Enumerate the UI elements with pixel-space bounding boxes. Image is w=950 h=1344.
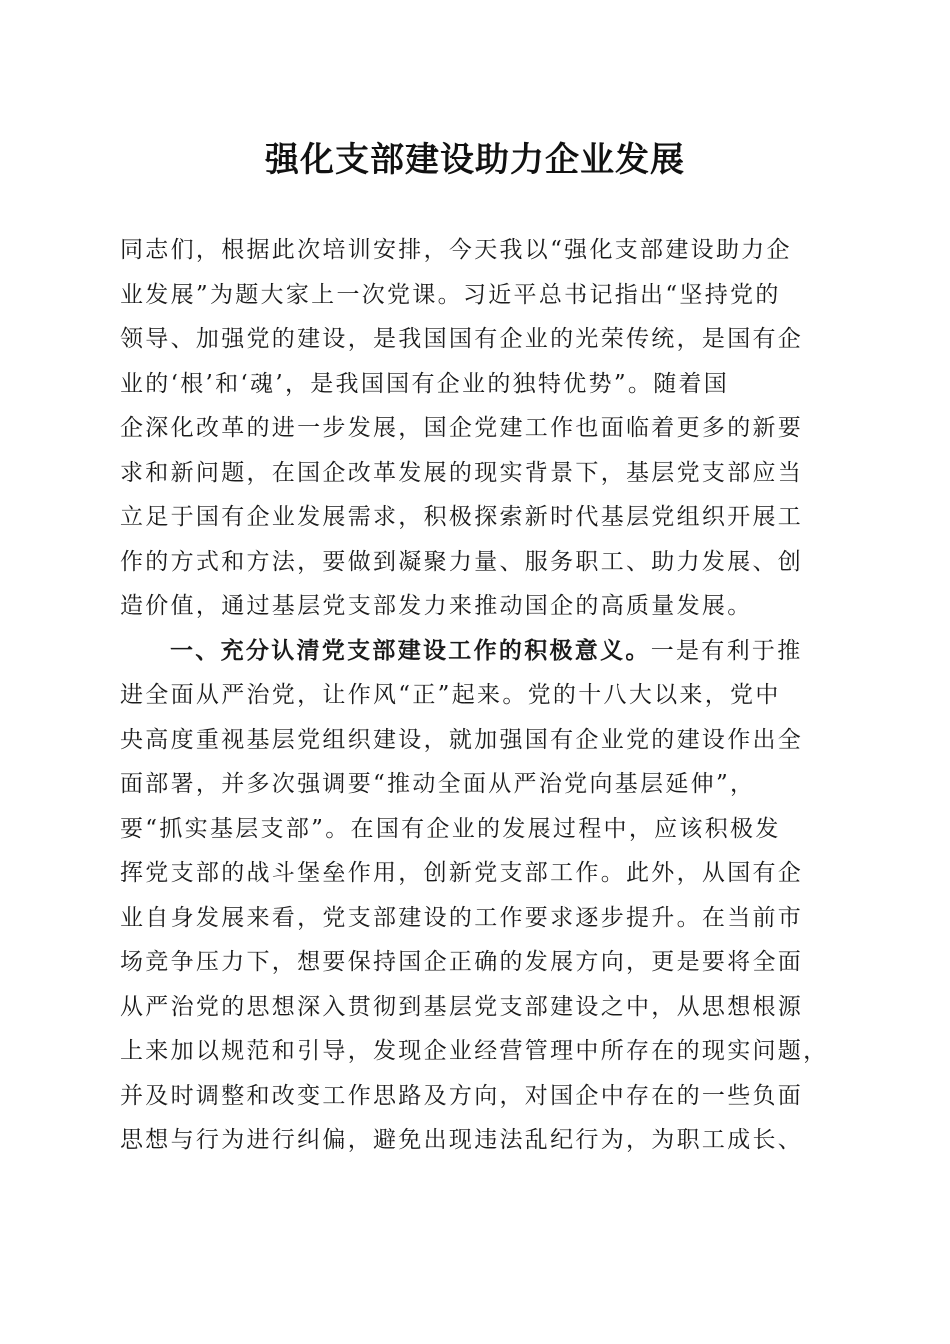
paragraph-line: 并及时调整和改变工作思路及方向，对国企中存在的一些负面 <box>120 1082 804 1109</box>
paragraph-line: 企深化改革的进一步发展，国企党建工作也面临着更多的新要 <box>120 415 804 441</box>
paragraph-line: 场竞争压力下，想要保持国企正确的发展方向，更是要将全面 <box>120 949 804 975</box>
document-title: 强化支部建设助力企业发展 <box>265 140 685 180</box>
paragraph-line: 从严治党的思想深入贯彻到基层党支部建设之中，从思想根源 <box>120 993 804 1020</box>
paragraph-line: 面部署，并多次强调要“推动全面从严治党向基层延伸”， <box>120 771 756 797</box>
paragraph-line: 求和新问题，在国企改革发展的现实背景下，基层党支部应当 <box>120 459 804 486</box>
section-heading-line <box>120 629 832 674</box>
paragraph-line: 造价值，通过基层党支部发力来推动国企的高质量发展。 <box>120 593 753 619</box>
paragraph-line: 央高度重视基层党组织建设，就加强国有企业党的建设作出全 <box>120 726 804 753</box>
paragraph-line: 作的方式和方法，要做到凝聚力量、服务职工、助力发展、创 <box>120 548 804 575</box>
paragraph-line: 同志们，根据此次培训安排，今天我以“强化支部建设助力企 <box>120 237 792 263</box>
paragraph-line: 上来加以规范和引导，发现企业经营管理中所存在的现实问题， <box>120 1038 829 1064</box>
paragraph-line: 业自身发展来看，党支部建设的工作要求逐步提升。在当前市 <box>120 904 804 931</box>
paragraph-line: 思想与行为进行纠偏，避免出现违法乱纪行为，为职工成长、 <box>120 1127 804 1153</box>
section-heading-rest: 一是有利于推 <box>650 637 803 664</box>
paragraph-line: 业发展”为题大家上一次党课。习近平总书记指出“坚持党的 <box>120 281 781 308</box>
section-heading: 一、充分认清党支部建设工作的积极意义。 <box>170 636 651 664</box>
document-body <box>120 228 832 1163</box>
paragraph-line: 业的‘根’和‘魂’，是我国国有企业的独特优势”。随着国 <box>120 370 730 397</box>
paragraph-line: 要“抓实基层支部”。在国有企业的发展过程中，应该积极发 <box>120 815 781 842</box>
paragraph-line: 立足于国有企业发展需求，积极探索新时代基层党组织开展工 <box>120 504 804 530</box>
paragraph-line: 进全面从严治党，让作风“正”起来。党的十八大以来，党中 <box>120 682 781 708</box>
paragraph-line: 领导、加强党的建设，是我国国有企业的光荣传统，是国有企 <box>120 326 804 352</box>
paragraph-line: 挥党支部的战斗堡垒作用，创新党支部工作。此外，从国有企 <box>120 860 804 886</box>
